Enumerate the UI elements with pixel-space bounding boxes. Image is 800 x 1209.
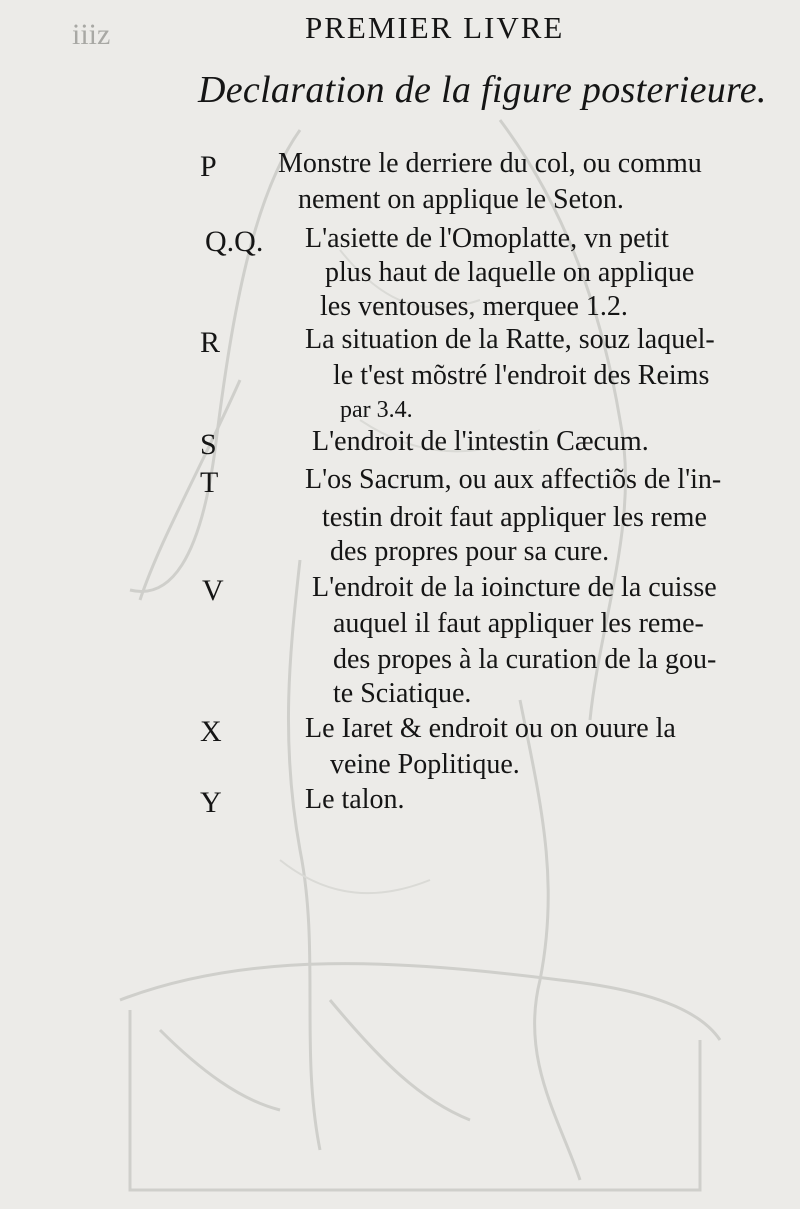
entry-line: plus haut de laquelle on applique — [325, 257, 695, 288]
entry-letter: V — [202, 574, 224, 607]
entry-letter: Y — [200, 786, 222, 819]
entry-line: te Sciatique. — [333, 678, 472, 709]
entry-line: des propes à la curation de la gou- — [333, 644, 717, 675]
entry-line: par 3.4. — [340, 397, 413, 423]
running-head: PREMIER LIVRE — [305, 10, 565, 45]
entry-letter: S — [200, 428, 217, 461]
entry-letter: P — [200, 150, 217, 183]
entry-letter: X — [200, 715, 222, 748]
entry-line: testin droit faut appliquer les reme — [322, 502, 707, 533]
entry-line: L'endroit de la ioincture de la cuisse — [312, 572, 717, 603]
entry-line: le t'est mõstré l'endroit des Reims — [333, 360, 710, 391]
entry-line: auquel il faut appliquer les reme- — [333, 608, 704, 639]
entry-letter: Q.Q. — [205, 225, 264, 258]
entry-line: L'endroit de l'intestin Cæcum. — [312, 426, 649, 457]
entry-line: L'asiette de l'Omoplatte, vn petit — [305, 223, 669, 254]
faint-page-number: iiiz — [72, 18, 111, 51]
entry-line: les ventouses, merquee 1.2. — [320, 291, 628, 322]
entry-line: nement on applique le Seton. — [298, 184, 624, 215]
entry-letter: R — [200, 326, 221, 359]
section-title: Declaration de la figure posterieure. — [198, 69, 767, 111]
entry-line: L'os Sacrum, ou aux affectiõs de l'in- — [305, 464, 722, 495]
entry-line: Le Iaret & endroit ou on ouure la — [305, 713, 676, 744]
entry-line: des propres pour sa cure. — [330, 536, 610, 567]
entry-line: Monstre le derriere du col, ou commu — [278, 148, 702, 179]
entry-line: La situation de la Ratte, souz laquel- — [305, 324, 715, 355]
entry-letter: T — [200, 466, 219, 499]
entry-line: veine Poplitique. — [330, 749, 520, 780]
entry-line: Le talon. — [305, 784, 405, 815]
